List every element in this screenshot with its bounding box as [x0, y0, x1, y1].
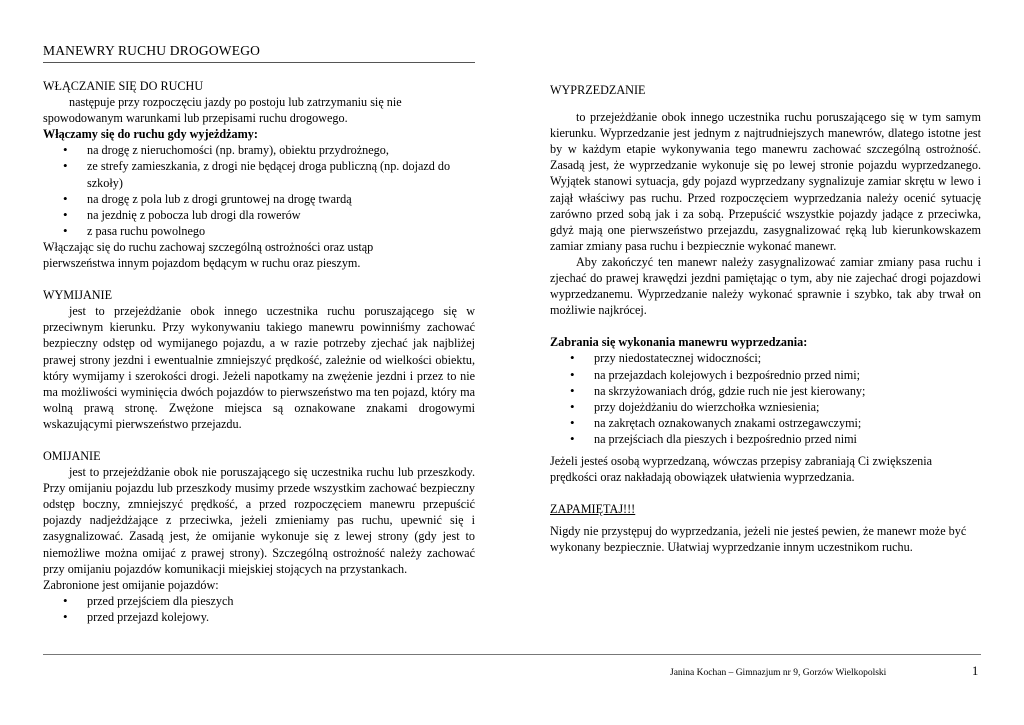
left-column: [43, 78, 475, 625]
wlaczanie-intro-line-1: następuje przy rozpoczęciu jazdy po postoju lub zatrzymaniu się nie: [69, 95, 402, 110]
page-title: MANEWRY RUCHU DROGOWEGO: [43, 43, 475, 63]
list-item: • na przejściach dla pieszych i bezpośrednio przed nimi: [550, 431, 981, 447]
wlaczanie-bold-line: Włączamy się do ruchu gdy wyjeżdżamy:: [43, 127, 258, 142]
wlaczanie-closing-line-2: pierwszeństwa innym pojazdom będącym w ruchu oraz pieszym.: [43, 256, 361, 271]
list-item: • przed przejściem dla pieszych: [43, 593, 475, 609]
list-item: • na drogę z nieruchomości (np. bramy), obiektu przydrożnego,: [43, 142, 475, 158]
list-item: • przy niedostatecznej widoczności;: [550, 350, 981, 366]
list-item: • na zakrętach oznakowanych znakami ostrzegawczymi;: [550, 415, 981, 431]
list-item: • przed przejazd kolejowy.: [43, 609, 475, 625]
list-item: • na przejazdach kolejowych i bezpośrednio przed nimi;: [550, 367, 981, 383]
list-item: • ze strefy zamieszkania, z drogi nie będącej droga publiczną (np. dojazd do szkoły): [43, 158, 475, 190]
footer-author: Janina Kochan – Gimnazjum nr 9, Gorzów Wielkopolski: [670, 668, 887, 678]
list-item: • z pasa ruchu powolnego: [43, 223, 475, 239]
omijanie-text: jest to przejeżdżanie obok nie poruszającego się uczestnika ruchu lub przeszkody. Przy omijaniu pojazdu lub przeszkody musimy przede wszystkim zachować bezpieczny odstęp boczny, zmniejszyć prędkość, a przed rozpoczęciem manewru przepuścić pojazdy nadjeżdżające z przeciwka, jeżeli zmieniamy pas ruchu, upewnić się i zasygnalizować. Zasadą jest, że omijanie wykonuje się z lewej strony (gdy jest to niemożliwe można omijać z prawej strony). Szczególną ostrożność należy zachować przy omijaniu pojazdów komunikacji miejskiej stojących na przystankach.: [43, 465, 475, 576]
wyprzedzanie-note: Jeżeli jesteś osobą wyprzedzaną, wówczas przepisy zabraniają Ci zwiększenia prędkości oraz nakładają obowiązek ułatwienia wyprzedzania.: [550, 453, 933, 485]
section-heading-remember: ZAPAMIĘTAJ!!!: [550, 502, 636, 517]
wlaczanie-list: [43, 142, 475, 239]
wyprzedzanie-para-2: Aby zakończyć ten manewr należy zasygnalizować zamiar zmiany pasa ruchu i zjechać do prawej krawędzi jezdni pamiętając o tym, aby nie zajechać drogi pojazdowi wyprzedzanemu. Wyprzedzanie należy wykonać sprawnie i szybko, tak aby trwał on możliwie najkrócej.: [550, 254, 981, 318]
footer-divider: [43, 654, 981, 655]
omijanie-list: [43, 593, 475, 625]
wyprzedzanie-list: [550, 350, 981, 447]
section-heading-wyprzedzanie: WYPRZEDZANIE: [550, 83, 646, 97]
remember-text: Nigdy nie przystępuj do wyprzedzania, jeżeli nie jesteś pewien, że manewr może być wykonany bezpiecznie. Ułatwiaj wyprzedzanie innym uczestnikom ruchu.: [550, 524, 967, 555]
wyprzedzanie-forbidden-heading: Zabrania się wykonania manewru wyprzedzania:: [550, 335, 808, 350]
right-column: [550, 82, 981, 555]
wlaczanie-intro-line-2: spowodowanym warunkami lub przepisami ruchu drogowego.: [43, 111, 348, 126]
page-number: 1: [972, 664, 979, 678]
list-item: • na jezdnię z pobocza lub drogi dla rowerów: [43, 207, 475, 223]
list-item: • na drogę z pola lub z drogi gruntowej na drogę twardą: [43, 191, 475, 207]
omijanie-forbidden-intro: Zabronione jest omijanie pojazdów:: [43, 577, 219, 592]
list-item: • na skrzyżowaniach dróg, gdzie ruch nie jest kierowany;: [550, 383, 981, 399]
wlaczanie-closing-line-1: Włączając się do ruchu zachowaj szczególną ostrożności oraz ustąp: [43, 239, 374, 254]
wyprzedzanie-para-1: to przejeżdżanie obok innego uczestnika ruchu poruszającego się w tym samym kierunku. Wyprzedzanie jest jednym z najtrudniejszych manewrów, dlatego istotne jest by w każdym etapie wykonywania tego manewru zachować szczególną ostrożność. Zasadą jest, że wyprzedzanie wykonuje się po lewej stronie pojazdu wyprzedzanego. Wyjątek stanowi sytuacja, gdy pojazd wyprzedzany sygnalizuje zamiar skrętu w lewo i zajął właściwy pas ruchu. Przed rozpoczęciem wyprzedzania należy ocenić sytuację zarówno przed sobą jak i za sobą. Przepuścić wszystkie pojazdy jadące z przeciwka, gdyż mają one pierwszeństwo przejazdu, zasygnalizować ręką lub kierunkowskazem zamiar zmiany pasa ruchu i bezpiecznie wykonać manewr.: [550, 110, 981, 253]
wymijanie-text: jest to przejeżdżanie obok innego uczestnika ruchu poruszającego się w przeciwnym kierunku. Przy wykonywaniu takiego manewru powinniśmy zachować bezpieczny odstęp od wymijanego pojazdu, a w razie potrzeby zjechać jak najbliżej prawej strony jezdni i ewentualnie zmniejszyć prędkość, zależnie od wielkości obiektu, który wymijamy i szerokości drogi. Jeżeli napotkamy na zwężenie jezdni i przez to nie ma możliwości wyminięcia dwóch pojazdów to pierwszeństwo ma ten pojazd, który ma wolną prawą stronę. Zwężone miejsca są oznakowane znakami drogowymi wskazującymi pierwszeństwo przejazdu.: [43, 304, 475, 431]
section-heading-wymijanie: WYMIJANIE: [43, 288, 113, 303]
list-item: • przy dojeżdżaniu do wierzchołka wzniesienia;: [550, 399, 981, 415]
section-heading-wlaczanie: WŁĄCZANIE SIĘ DO RUCHU: [43, 79, 204, 93]
section-heading-omijanie: OMIJANIE: [43, 448, 101, 463]
